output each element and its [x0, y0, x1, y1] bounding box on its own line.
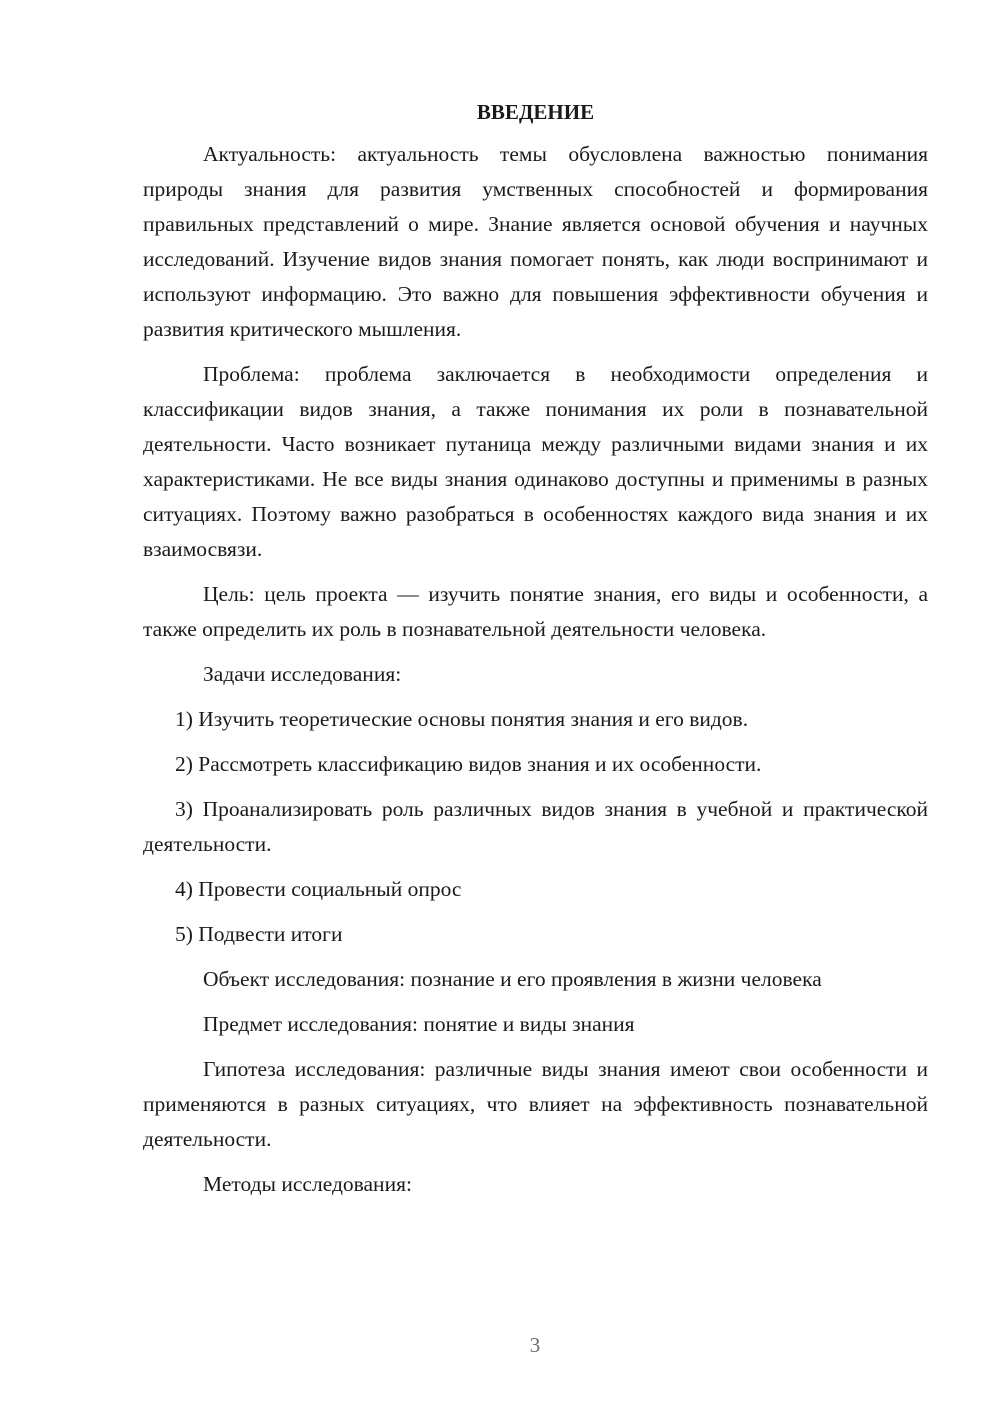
paragraph-hypothesis: Гипотеза исследования: различные виды знания имеют свои особенности и применяются в разных ситуациях, что влияет на эффективность познавательной деятельности.: [143, 1057, 928, 1151]
document-page: [143, 95, 928, 1212]
paragraph-goal: Цель: цель проекта — изучить понятие знания, его виды и особенности, а также определить их роль в познавательной деятельности человека.: [143, 582, 928, 641]
task-item-2: 2) Рассмотреть классификацию видов знания и их особенности.: [175, 752, 762, 776]
paragraph-object: Объект исследования: познание и его проявления в жизни человека: [203, 967, 822, 991]
paragraph-relevance: Актуальность: актуальность темы обусловлена важностью понимания природы знания для развития умственных способностей и формирования правильных представлений о мире. Знание является основой обучения и научных исследований. Изучение видов знания помогает понять, как люди воспринимают и используют информацию. Это важно для повышения эффективности обучения и развития критического мышления.: [143, 142, 928, 341]
task-item-5: 5) Подвести итоги: [175, 922, 343, 946]
tasks-heading: Задачи исследования:: [203, 662, 402, 686]
section-title: ВВЕДЕНИЕ: [476, 100, 595, 124]
task-item-1: 1) Изучить теоретические основы понятия знания и его видов.: [175, 707, 749, 731]
paragraph-subject: Предмет исследования: понятие и виды знания: [203, 1012, 635, 1036]
task-item-4: 4) Провести социальный опрос: [175, 877, 462, 901]
task-item-3: 3) Проанализировать роль различных видов знания в учебной и практической деятельности.: [143, 797, 928, 856]
paragraph-problem: Проблема: проблема заключается в необходимости определения и классификации видов знания, а также понимания их роли в познавательной деятельности. Часто возникает путаница между различными видами знания и их характеристиками. Не все виды знания одинаково доступны и применимы в разных ситуациях. Поэтому важно разобраться в особенностях каждого вида знания и их взаимосвязи.: [143, 362, 928, 561]
page-number: 3: [529, 1333, 541, 1357]
methods-heading: Методы исследования:: [203, 1172, 412, 1196]
